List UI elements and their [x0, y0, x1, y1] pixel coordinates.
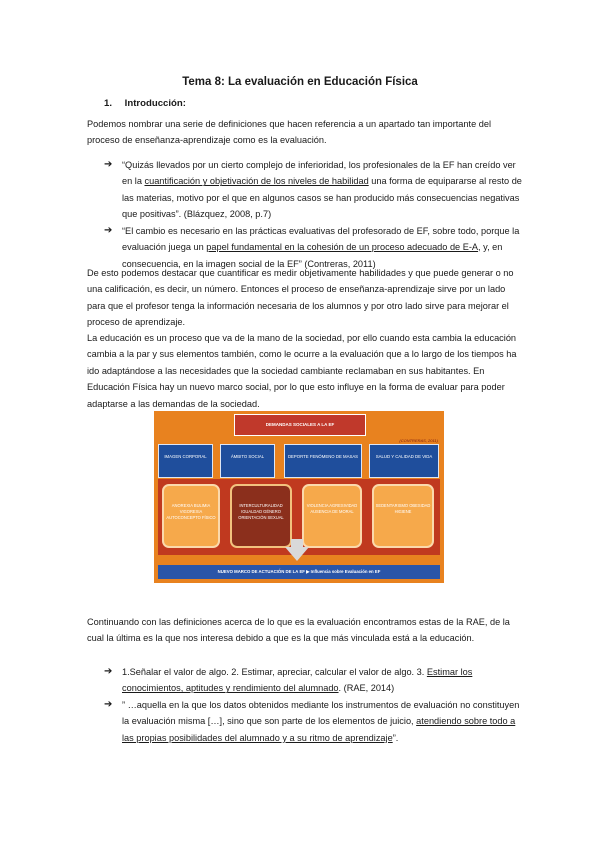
quote-text: ” …aquella en la que los datos obtenidos mediante los instrumentos de evaluación no constituyen la evaluación misma […], sino que son parte de los elementos de juicio, atendiendo sobre todo a las propias posibilidades del alumnado y a su ritmo de aprendizaje”. [122, 700, 520, 743]
diagram-top-box: DEMANDAS SOCIALES A LA EF [234, 414, 366, 436]
diagram-card: SEDENTARISMO OBESIDAD HIGIENE [372, 484, 434, 548]
quote-rae [104, 664, 524, 697]
arrow-bullet-icon: ➔ [104, 666, 113, 677]
diagram-bottom-box: NUEVO MARCO DE ACTUACIÓN DE LA EF ▶ Influencia sobre Evaluación en EF [158, 565, 440, 579]
quote-evaluacion [104, 697, 524, 746]
paragraph-rae: Continuando con las definiciones acerca de lo que es la evaluación encontramos estas de la RAE, de la cual la última es la que nos interesa debido a que es la que más vinculada está a la educación. [87, 617, 510, 644]
diagram-box: IMAGEN CORPORAL [158, 444, 213, 478]
arrow-bullet-icon: ➔ [104, 159, 113, 170]
paragraph-sociedad: La educación es un proceso que va de la mano de la sociedad, por ello cuando esta cambia la educación cambia a la par y sus elementos también, como le ocurre a la evaluación que a lo largo de los tiempos ha ido adaptándose a las necesidades que la sociedad cambiante reclamaban en sus habitantes. En Educación Física hay un nuevo marco social, por lo que esto influye en la forma de evaluar para poder adaptarse a las demandas de la sociedad. [87, 333, 517, 409]
diagram-card: VIOLENCIA AGRESIVIDAD AUSENCIA DE MORAL [302, 484, 362, 548]
section-number: 1. [104, 98, 113, 109]
quote-text: 1.Señalar el valor de algo. 2. Estimar, apreciar, calcular el valor de algo. 3. Estimar los conocimientos, aptitudes y rendimiento del alumnado. (RAE, 2014) [122, 667, 473, 694]
paragraph-cuantificar: De esto podemos destacar que cuantificar es medir objetivamente habilidades y que puede generar o no una calificación, es decir, un número. Entonces el proceso de enseñanza-aprendizaje sirve por un lado para que el profesor tenga la información necesaria de los alumnos y por otro lado sirve para mejorar el proceso de aprendizaje. [87, 268, 514, 328]
diagram-box: SALUD Y CALIDAD DE VIDA [369, 444, 439, 478]
arrow-bullet-icon: ➔ [104, 699, 113, 710]
paragraph-intro: Podemos nombrar una serie de definiciones que hacen referencia a un apartado tan importante del proceso de enseñanza-aprendizaje como es la evaluación. [87, 119, 491, 146]
section-label: Introducción: [124, 98, 186, 109]
arrow-bullet-icon: ➔ [104, 225, 113, 236]
diagram-card: INTERCULTURALIDAD IGUALDAD GÉNERO ORIENTACIÓN SEXUAL [230, 484, 292, 548]
down-arrowhead-icon [285, 547, 309, 561]
quote-text: “Quizás llevados por un cierto complejo de inferioridad, los profesionales de la EF han creído ver en la cuantificación y objetivación de los niveles de habilidad una forma de equipararse al resto de las materias, motivo por el que en algunos casos se han producido más consecuencias negativas que positivas”. (Blázquez, 2008, p.7) [122, 160, 522, 220]
diagram-caption: (CONTRERAS, 2011) [399, 438, 438, 443]
document-title: Tema 8: La evaluación en Educación Física [182, 76, 418, 88]
diagram-card: ANOREXIA BULIMIA VIGOREXIA AUTOCONCEPTO FÍSICO [162, 484, 220, 548]
diagram-box: ÁMBITO SOCIAL [220, 444, 275, 478]
quote-blazquez [104, 157, 524, 223]
social-demands-diagram [154, 411, 444, 583]
section-heading [104, 98, 186, 109]
quote-text: “El cambio es necesario en las prácticas evaluativas del profesorado de EF, sobre todo, porque la evaluación juega un papel fundamental en la cohesión de un proceso adecuado de E-A, y, en consecuencia, en la imagen social de la EF” (Contreras, 2011) [122, 226, 520, 269]
diagram-box: DEPORTE FENÓMENO DE MASAS [284, 444, 362, 478]
